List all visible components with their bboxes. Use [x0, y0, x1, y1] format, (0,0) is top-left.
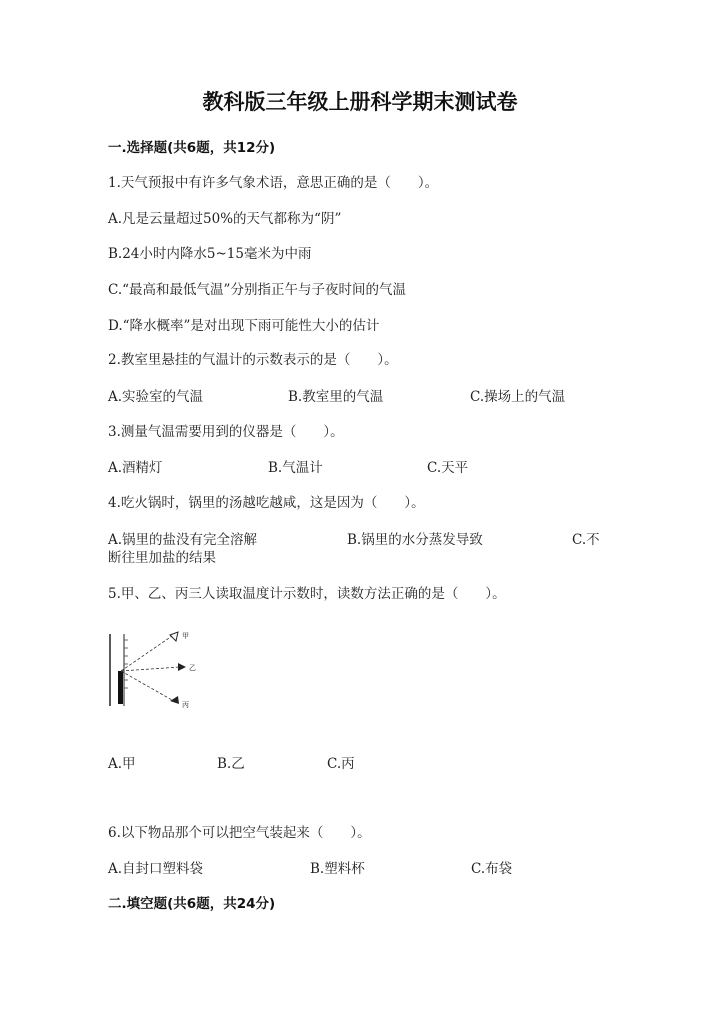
- option-b: B.锅里的水分蒸发导致: [347, 532, 483, 548]
- question-stem: 1.天气预报中有许多气象术语，意思正确的是（ ）。: [108, 175, 439, 191]
- option-a: A.酒精灯: [108, 460, 163, 476]
- question-stem: 3.测量气温需要用到的仪器是（ ）。: [108, 424, 344, 440]
- page-title: 教科版三年级上册科学期末测试卷: [202, 90, 518, 114]
- option-b: B.塑料杯: [310, 861, 365, 877]
- option-c: C.布袋: [471, 861, 513, 877]
- option-c: C.不: [572, 532, 600, 548]
- option-b: B.乙: [217, 756, 245, 772]
- section-heading: 一.选择题(共6题，共12分): [108, 140, 276, 156]
- thermometer-reading-figure: [104, 630, 204, 712]
- figure-label-yi: 乙: [189, 664, 196, 672]
- question-stem: 4.吃火锅时，锅里的汤越吃越咸，这是因为（ ）。: [108, 495, 425, 511]
- option-a: A.自封口塑料袋: [108, 861, 204, 877]
- option-a: A.实验室的气温: [108, 389, 204, 405]
- option-b: B.气温计: [268, 460, 323, 476]
- option-b: B.24小时内降水5~15毫米为中雨: [108, 246, 312, 262]
- option-a: A.凡是云量超过50%的天气都称为“阴”: [108, 211, 342, 227]
- option-c: C.天平: [427, 460, 469, 476]
- option-c: C.“最高和最低气温”分别指正午与子夜时间的气温: [108, 282, 406, 298]
- option-b: B.教室里的气温: [288, 389, 384, 405]
- option-a: A.甲: [108, 756, 136, 772]
- option-c: C.操场上的气温: [470, 389, 566, 405]
- question-stem: 6.以下物品那个可以把空气装起来（ ）。: [108, 825, 371, 841]
- figure-label-bing: 丙: [182, 701, 189, 709]
- option-c-continued: 断往里加盐的结果: [108, 550, 216, 566]
- option-d: D.“降水概率”是对出现下雨可能性大小的估计: [108, 318, 380, 334]
- question-stem: 2.教室里悬挂的气温计的示数表示的是（ ）。: [108, 352, 398, 368]
- option-a: A.锅里的盐没有完全溶解: [108, 532, 258, 548]
- figure-label-jia: 甲: [182, 632, 189, 640]
- option-c: C.丙: [327, 756, 355, 772]
- section-heading: 二.填空题(共6题，共24分): [108, 896, 276, 912]
- question-stem: 5.甲、乙、丙三人读取温度计示数时，读数方法正确的是（ ）。: [108, 586, 506, 602]
